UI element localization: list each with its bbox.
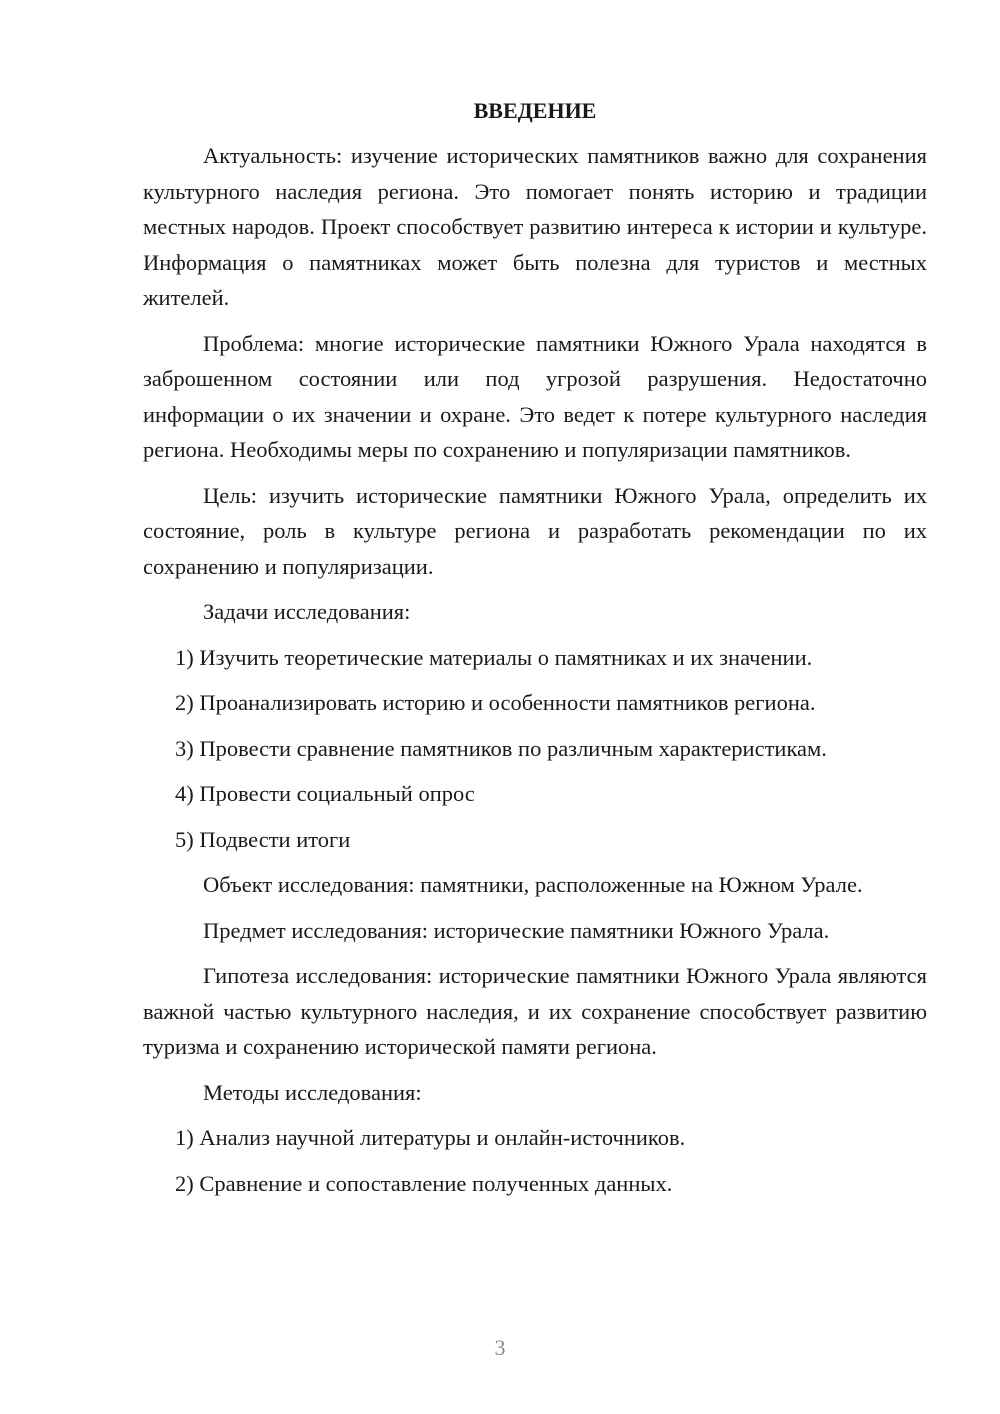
problem-paragraph: Проблема: многие исторические памятники Южного Урала находятся в заброшенном состоянии или под угрозой разрушения. Недостаточно информации о их значении и охране. Это ведет к потере культурного наследия региона. Необходимы меры по сохранению и популяризации памятников. — [143, 330, 927, 462]
method-item: 2) Сравнение и сопоставление полученных данных. — [175, 1170, 673, 1196]
document-page — [143, 96, 927, 1211]
goal-paragraph: Цель: изучить исторические памятники Южного Урала, определить их состояние, роль в культуре региона и разработать рекомендации по их сохранению и популяризации. — [143, 482, 927, 579]
method-item: 1) Анализ научной литературы и онлайн-источников. — [175, 1125, 686, 1150]
methods-heading: Методы исследования: — [203, 1079, 422, 1105]
task-item: 1) Изучить теоретические материалы о памятниках и их значении. — [175, 644, 813, 670]
task-item: 4) Провести социальный опрос — [175, 781, 475, 806]
tasks-heading: Задачи исследования: — [203, 599, 411, 624]
page-number: 3 — [494, 1335, 506, 1360]
task-item: 5) Подвести итоги — [175, 826, 351, 852]
task-item: 3) Провести сравнение памятников по различным характеристикам. — [175, 735, 827, 761]
section-title: ВВЕДЕНИЕ — [473, 98, 597, 123]
object-paragraph: Объект исследования: памятники, расположенные на Южном Урале. — [203, 872, 863, 897]
relevance-paragraph: Актуальность: изучение исторических памятников важно для сохранения культурного наследия региона. Это помогает понять историю и традиции местных народов. Проект способствует развитию интереса к истории и культуре. Информация о памятниках может быть полезна для туристов и местных жителей. — [143, 143, 927, 310]
subject-paragraph: Предмет исследования: исторические памятники Южного Урала. — [203, 917, 830, 943]
hypothesis-paragraph: Гипотеза исследования: исторические памятники Южного Урала являются важной частью культурного наследия, и их сохранение способствует развитию туризма и сохранению исторической памяти региона. — [143, 963, 927, 1059]
task-item: 2) Проанализировать историю и особенности памятников региона. — [175, 690, 816, 715]
